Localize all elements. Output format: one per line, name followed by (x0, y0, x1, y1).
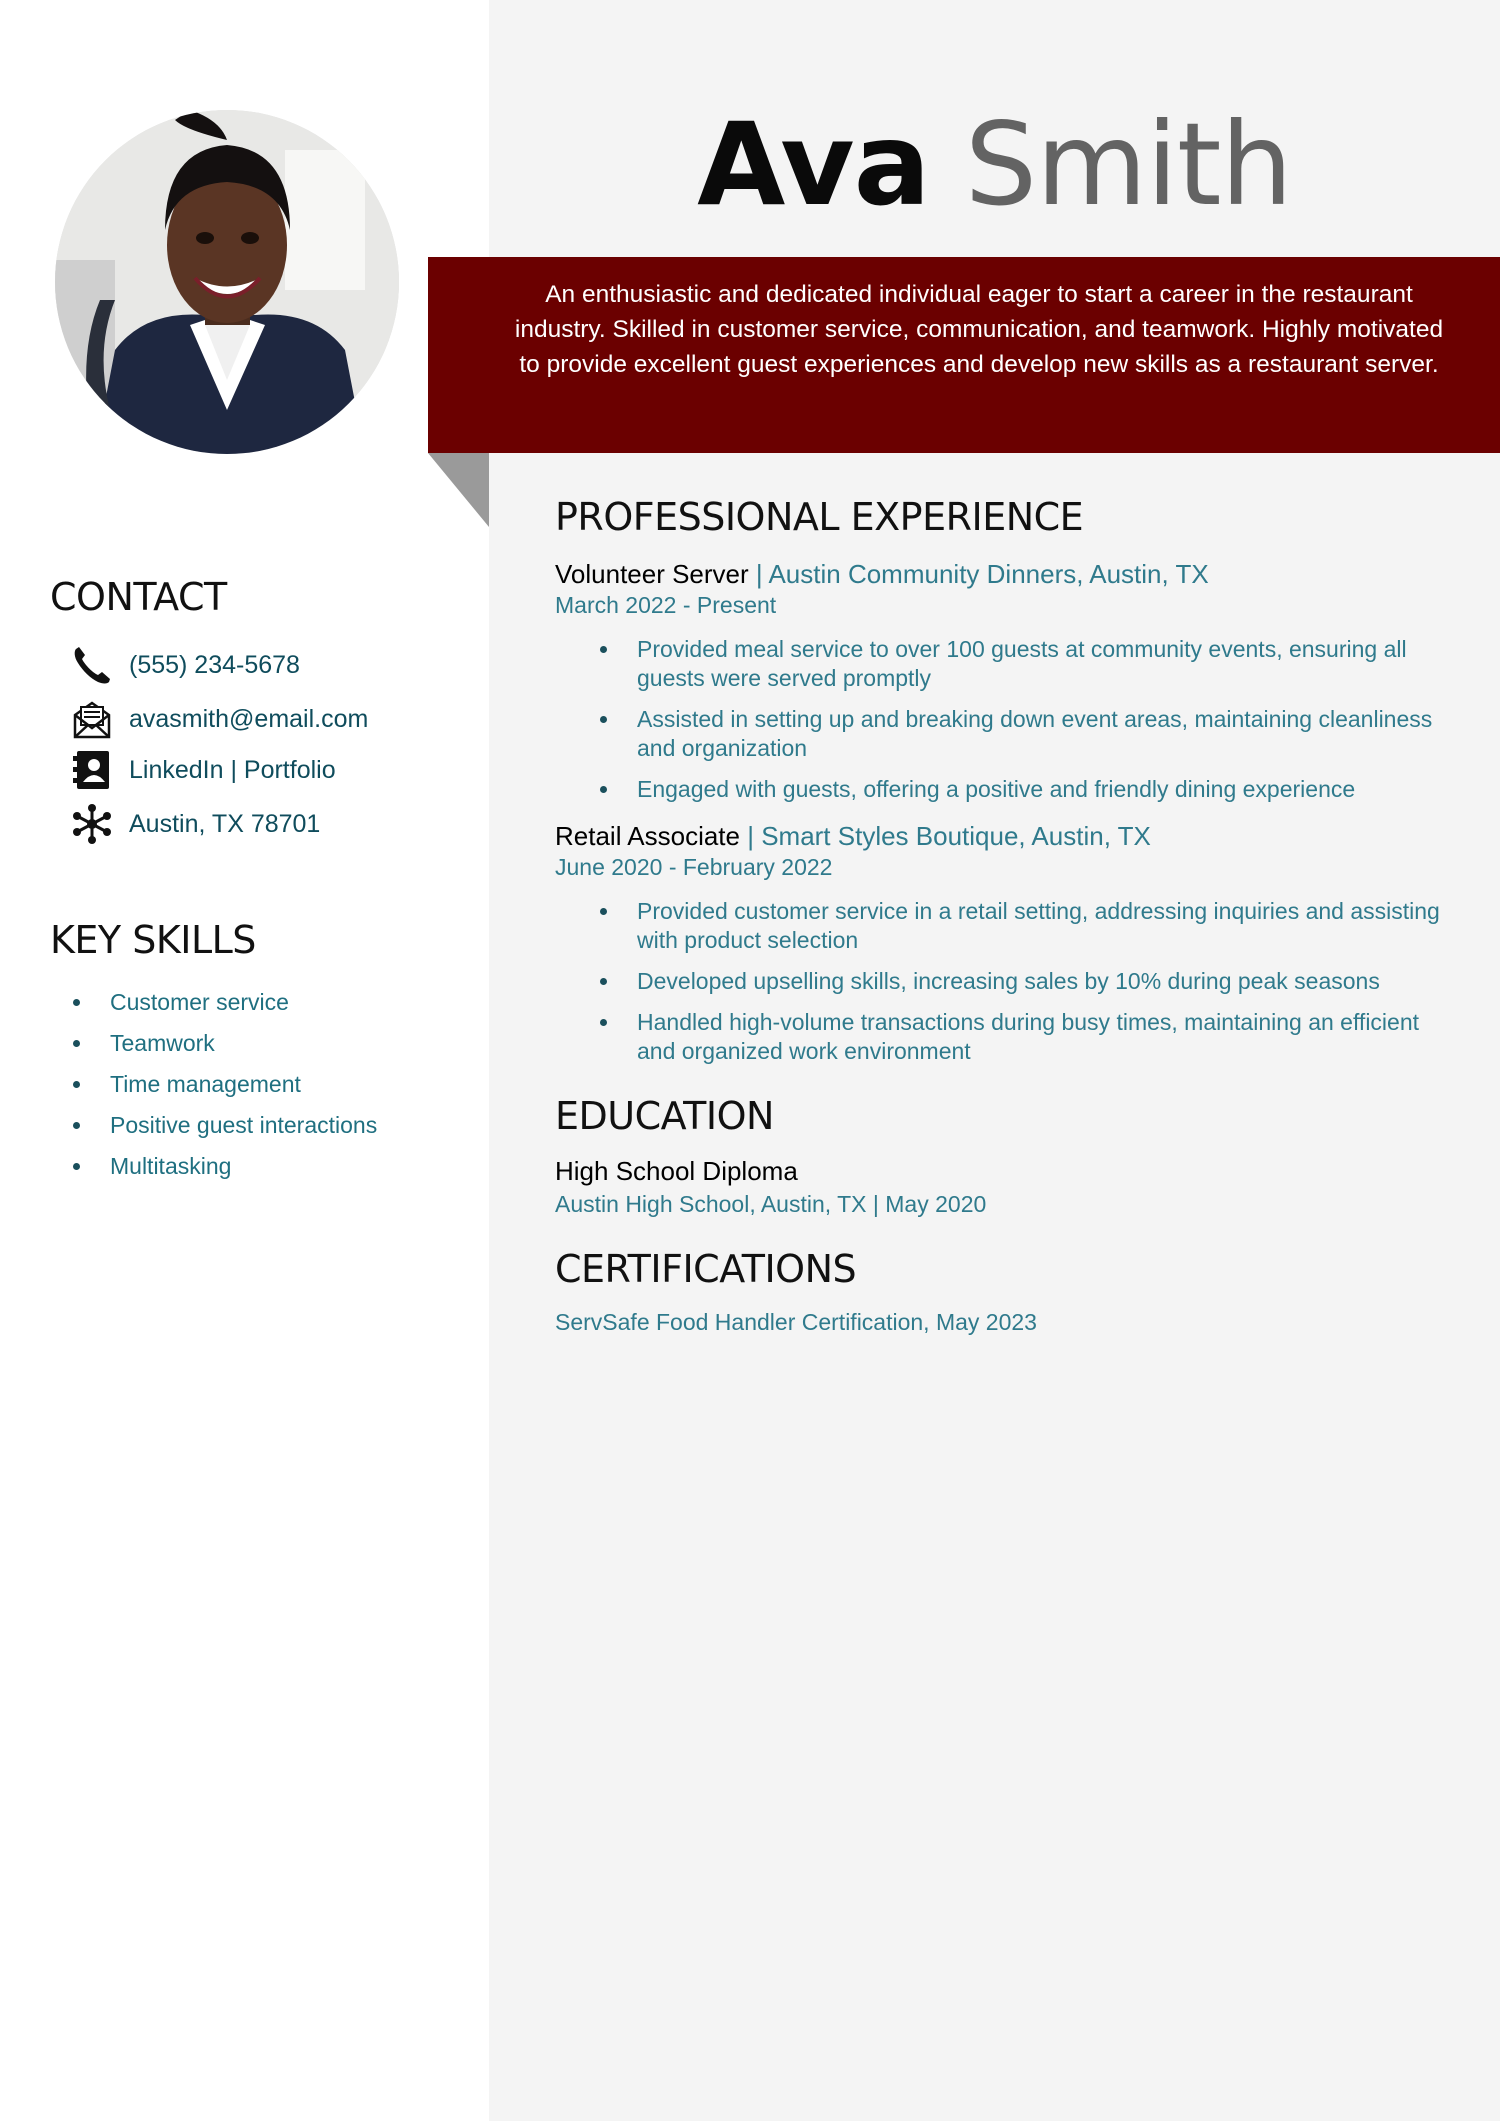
email-text: avasmith@email.com (129, 704, 369, 733)
education-detail: Austin High School, Austin, TX | May 2020 (555, 1191, 987, 1217)
portrait-illustration (55, 110, 399, 454)
bullet-item: Developed upselling skills, increasing sales by 10% during peak seasons (597, 967, 1457, 996)
summary-banner (428, 257, 1500, 453)
summary-text: An enthusiastic and dedicated individual eager to start a career in the restaurant industry. Skilled in customer service, communication, and teamwork. Highly motivated to provide excellent guest experiences and develop new skills as a restaurant server. (514, 281, 1444, 378)
candidate-name (489, 98, 1500, 231)
skills-list (70, 982, 377, 1187)
experience-heading: PROFESSIONAL EXPERIENCE (555, 495, 1084, 539)
bullet-item: Engaged with guests, offering a positive and friendly dining experience (597, 775, 1457, 804)
contact-heading: CONTACT (50, 575, 227, 619)
job-bullets-1 (597, 635, 1457, 816)
job-org: Austin Community Dinners, Austin, TX (768, 559, 1209, 589)
job-bullets-2 (597, 897, 1457, 1078)
education-heading: EDUCATION (555, 1094, 774, 1138)
job-dates-2: June 2020 - February 2022 (555, 854, 833, 880)
network-icon (70, 802, 114, 846)
job-title-2 (555, 821, 1151, 852)
job-separator: | (739, 821, 762, 851)
links-text: LinkedIn | Portfolio (129, 755, 336, 784)
skill-item: Teamwork (70, 1023, 377, 1064)
certifications-heading: CERTIFICATIONS (555, 1247, 857, 1291)
last-name: Smith (964, 98, 1292, 231)
bullet-item: Assisted in setting up and breaking down event areas, maintaining cleanliness and organization (597, 705, 1457, 763)
job-title-1 (555, 559, 1209, 590)
bullet-item: Provided customer service in a retail setting, addressing inquiries and assisting with product selection (597, 897, 1457, 955)
job-role: Retail Associate (555, 821, 740, 851)
first-name: Ava (697, 98, 930, 231)
contact-email[interactable] (70, 697, 368, 741)
skill-item: Multitasking (70, 1146, 377, 1187)
envelope-icon (70, 697, 114, 741)
bullet-item: Provided meal service to over 100 guests at community events, ensuring all guests were served promptly (597, 635, 1457, 693)
banner-fold (428, 453, 489, 527)
education-degree: High School Diploma (555, 1156, 798, 1186)
contact-location[interactable] (70, 802, 320, 846)
certification-item: ServSafe Food Handler Certification, May 2023 (555, 1309, 1037, 1335)
location-text: Austin, TX 78701 (129, 809, 321, 838)
contact-card-icon (70, 748, 114, 792)
bullet-item: Handled high-volume transactions during busy times, maintaining an efficient and organized work environment (597, 1008, 1457, 1066)
contact-phone[interactable] (70, 643, 300, 687)
skill-item: Positive guest interactions (70, 1105, 377, 1146)
job-org: Smart Styles Boutique, Austin, TX (761, 821, 1151, 851)
contact-links[interactable] (70, 748, 336, 792)
profile-photo (55, 110, 399, 454)
skill-item: Time management (70, 1064, 377, 1105)
job-dates-1: March 2022 - Present (555, 592, 777, 618)
skills-heading: KEY SKILLS (50, 918, 256, 962)
phone-text: (555) 234-5678 (129, 650, 300, 679)
job-separator: | (748, 559, 769, 589)
job-role: Volunteer Server (555, 559, 749, 589)
skill-item: Customer service (70, 982, 377, 1023)
phone-icon (70, 643, 114, 687)
